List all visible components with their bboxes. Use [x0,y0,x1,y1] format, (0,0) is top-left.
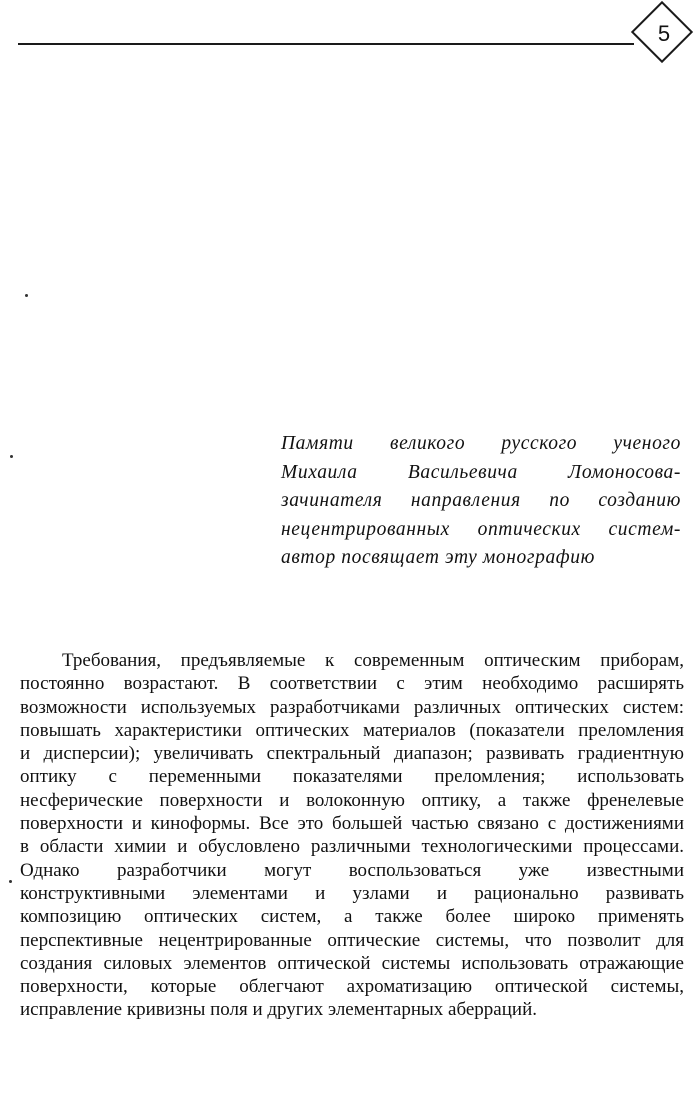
page-number: 5 [657,21,671,46]
body-line: поверхности и киноформы. Все это большей частью связано с достижениями [20,813,684,835]
body-line: оптику с переменными показателями преломления; использовать [20,766,684,788]
scan-speck [10,455,13,458]
scan-speck [25,294,28,297]
dedication-epigraph [281,430,681,573]
body-line: возможности используемых разработчиками различных оптических систем: [20,696,684,718]
body-line: исправление кривизны поля и других элементарных аберраций. [20,999,537,1021]
dedication-line: зачинателя направления по созданию [281,490,681,511]
body-paragraph [20,649,684,1022]
scan-speck [9,880,12,883]
body-line: в области химии и обусловлено различными технологическими процессами. [20,836,684,858]
header-rule [18,43,634,45]
body-line: создания силовых элементов оптической системы использовать отражающие [20,952,684,974]
dedication-line: нецентрированных оптических систем- [281,518,681,540]
body-line: конструктивными элементами и узлами и рационально развивать [20,882,684,904]
body-line: постоянно возрастают. В соответствии с этим необходимо расширять [20,673,684,695]
dedication-line: Михаила Васильевича Ломоносова- [281,461,681,483]
body-line: повышать характеристики оптических материалов (показатели преломления [20,719,684,741]
body-line: Однако разработчики могут воспользоваться уже известными [20,859,684,881]
body-line: перспективные нецентрированные оптические системы, что позволит для [20,929,684,951]
body-line: композицию оптических систем, а также более широко применять [20,906,684,928]
body-line: Требования, предъявляемые к современным оптическим приборам, [62,650,684,671]
body-line: несферические поверхности и волоконную оптику, а также френелевые [20,789,684,811]
body-line: поверхности, которые облегчают ахроматизацию оптической системы, [20,976,684,998]
dedication-line: автор посвящает эту монографию [281,547,595,568]
dedication-line: Памяти великого русского ученого [281,433,681,454]
body-line: и дисперсии); увеличивать спектральный диапазон; развивать градиентную [20,743,684,765]
